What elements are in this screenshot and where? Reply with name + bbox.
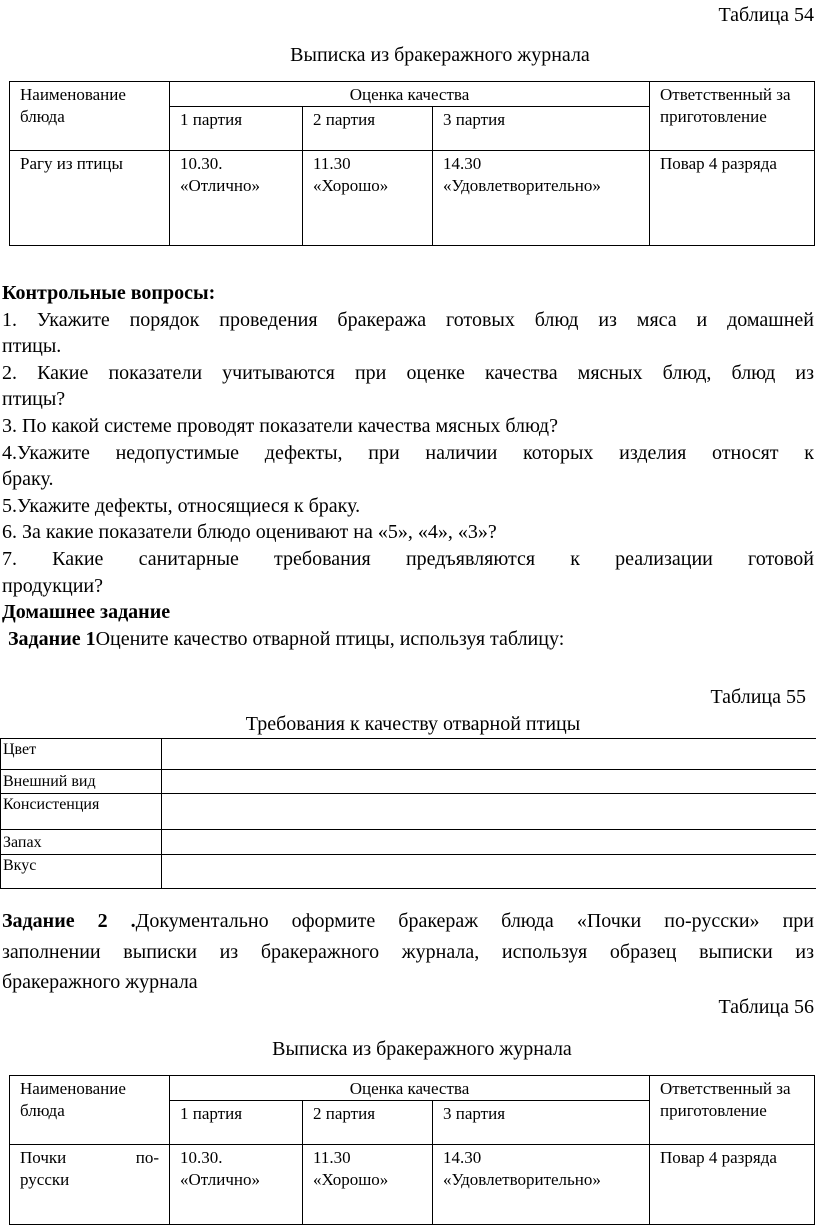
row-responsible: Повар 4 разряда	[650, 151, 815, 246]
quality-cell-color[interactable]	[162, 739, 816, 770]
table55-label: Таблица 55	[710, 686, 806, 709]
row-batch3: 14.30 «Удовлетворительно»	[433, 151, 650, 246]
quality-row-appearance: Внешний вид	[1, 770, 162, 794]
task2	[2, 906, 814, 998]
task1	[2, 626, 814, 653]
question-6: 6. За какие показатели блюдо оценивают на «5», «4», «3»?	[2, 519, 814, 546]
question-4-line2: браку.	[2, 466, 814, 493]
quality-cell-appearance[interactable]	[162, 770, 816, 794]
question-7-line1: 7. Какие санитарные требования предъявляются к реализации готовой	[2, 546, 814, 573]
header-name: Наименование блюда	[10, 1076, 170, 1145]
question-1-line1: 1. Укажите порядок проведения бракеража готовых блюд из мяса и домашней	[2, 307, 814, 334]
header-responsible: Ответственный за приготовление	[650, 1076, 815, 1145]
header-batch1: 1 партия	[170, 107, 303, 151]
table54-caption: Выписка из бракеражного журнала	[0, 44, 816, 67]
row-batch2: 11.30 «Хорошо»	[303, 1145, 433, 1225]
control-questions	[2, 280, 814, 652]
homework-heading: Домашнее задание	[2, 599, 814, 626]
question-2-line1: 2. Какие показатели учитываются при оценке качества мясных блюд, блюд из	[2, 360, 814, 387]
task1-label: Задание 1	[8, 628, 96, 650]
row-batch2: 11.30 «Хорошо»	[303, 151, 433, 246]
row-batch3: 14.30 «Удовлетворительно»	[433, 1145, 650, 1225]
header-responsible: Ответственный за приготовление	[650, 82, 815, 151]
table56	[9, 1075, 815, 1225]
question-3: 3. По какой системе проводят показатели качества мясных блюд?	[2, 413, 814, 440]
header-batch2: 2 партия	[303, 107, 433, 151]
task2-line2: заполнении выписки из бракеражного журнала, используя образец выписки из	[2, 937, 814, 968]
row-dish-name: Почки по- русски	[10, 1145, 170, 1225]
quality-row-taste: Вкус	[1, 855, 162, 889]
question-2-line2: птицы?	[2, 386, 814, 413]
quality-row-smell: Запах	[1, 830, 162, 855]
quality-row-color: Цвет	[1, 739, 162, 770]
row-dish-name: Рагу из птицы	[10, 151, 170, 246]
header-quality: Оценка качества	[170, 1076, 650, 1101]
table54-label: Таблица 54	[718, 4, 814, 27]
task2-label: Задание 2 .	[2, 910, 136, 932]
table55	[0, 738, 816, 889]
question-5: 5.Укажите дефекты, относящиеся к браку.	[2, 493, 814, 520]
header-name: Наименование блюда	[10, 82, 170, 151]
table56-label: Таблица 56	[718, 996, 814, 1019]
table54	[9, 81, 815, 246]
quality-row-consistency: Консистенция	[1, 794, 162, 830]
quality-cell-consistency[interactable]	[162, 794, 816, 830]
table56-caption: Выписка из бракеражного журнала	[0, 1038, 816, 1061]
header-batch2: 2 партия	[303, 1101, 433, 1145]
header-quality: Оценка качества	[170, 82, 650, 107]
question-7-line2: продукции?	[2, 573, 814, 600]
question-1-line2: птицы.	[2, 333, 814, 360]
table55-caption: Требования к качеству отварной птицы	[0, 713, 816, 736]
question-4-line1: 4.Укажите недопустимые дефекты, при наличии которых изделия относят к	[2, 440, 814, 467]
questions-heading: Контрольные вопросы:	[2, 280, 814, 307]
task2-line3: бракеражного журнала	[2, 967, 814, 998]
row-batch1: 10.30. «Отлично»	[170, 151, 303, 246]
row-batch1: 10.30. «Отлично»	[170, 1145, 303, 1225]
header-batch1: 1 партия	[170, 1101, 303, 1145]
task2-line1: Документально оформите бракераж блюда «Почки по-русски» при	[136, 910, 814, 932]
task1-text: Оцените качество отварной птицы, используя таблицу:	[96, 628, 565, 650]
quality-cell-taste[interactable]	[162, 855, 816, 889]
header-batch3: 3 партия	[433, 107, 650, 151]
quality-cell-smell[interactable]	[162, 830, 816, 855]
header-batch3: 3 партия	[433, 1101, 650, 1145]
row-responsible: Повар 4 разряда	[650, 1145, 815, 1225]
